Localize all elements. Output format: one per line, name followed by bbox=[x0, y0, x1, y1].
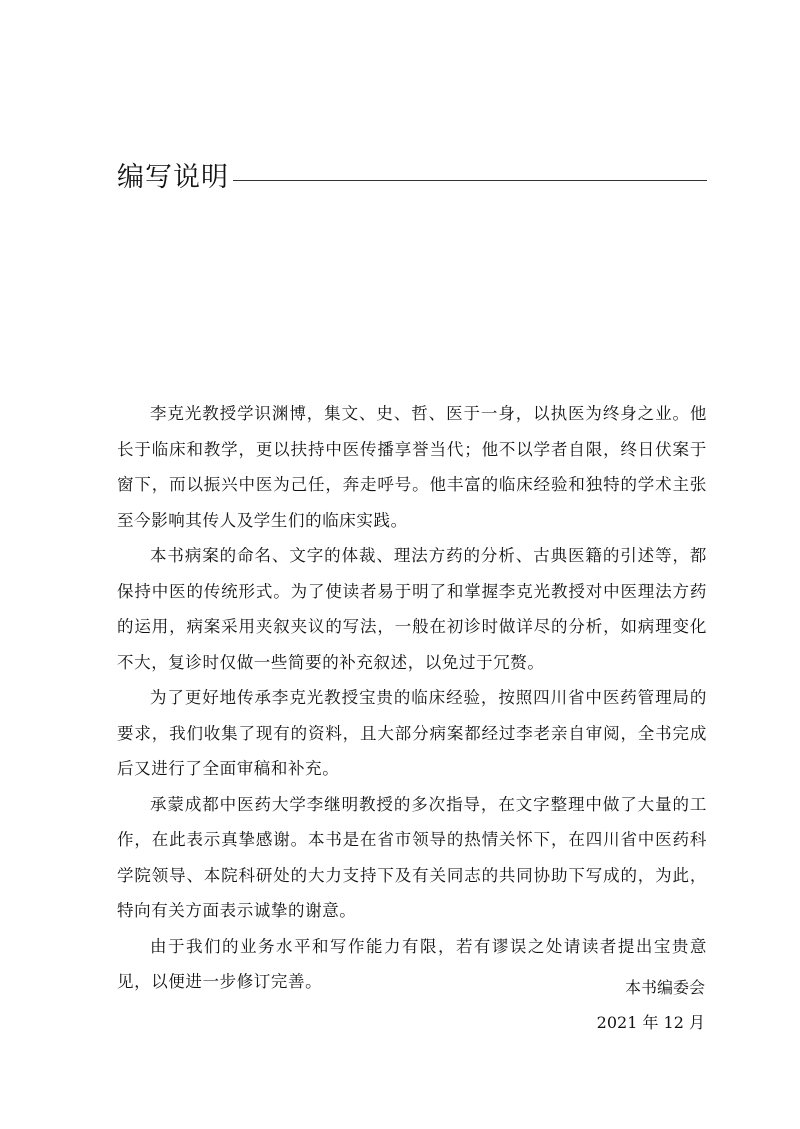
signature-block bbox=[597, 970, 705, 1040]
paragraph-2: 本书病案的命名、文字的体裁、理法方药的分析、古典医籍的引述等，都保持中医的传统形式。为了使读者易于明了和掌握李克光教授对中医理法方药的运用，病案采用夹叙夹议的写法，一般在初诊时做详尽的分析，如病理变化不大，复诊时仅做一些简要的补充叙述，以免过于冗赘。 bbox=[117, 546, 707, 672]
page-header bbox=[117, 160, 707, 196]
paragraph-3: 为了更好地传承李克光教授宝贵的临床经验，按照四川省中医药管理局的要求，我们收集了现有的资料，且大部分病案都经过李老亲自审阅，全书完成后又进行了全面审稿和补充。 bbox=[117, 688, 707, 778]
signature-date: 2021 年 12 月 bbox=[596, 1013, 705, 1032]
paragraph-4: 承蒙成都中医药大学李继明教授的多次指导，在文字整理中做了大量的工作，在此表示真挚感谢。本书是在省市领导的热情关怀下，在四川省中医药科学院领导、本院科研处的大力支持下及有关同志的共同协助下写成的，为此，特向有关方面表示诚挚的谢意。 bbox=[117, 794, 707, 920]
paragraph-1: 李克光教授学识渊博，集文、史、哲、医于一身，以执医为终身之业。他长于临床和教学，更以扶持中医传播享誉当代；他不以学者自限，终日伏案于窗下，而以振兴中医为己任，奔走呼号。他丰富的临床经验和独特的学术主张至今影响其传人及学生们的临床实践。 bbox=[117, 404, 707, 530]
paragraph-5: 由于我们的业务水平和写作能力有限，若有谬误之处请读者提出宝贵意见，以便进一步修订完善。 bbox=[117, 936, 707, 991]
body-text bbox=[117, 396, 707, 1000]
page-title: 编写说明 bbox=[117, 162, 229, 193]
title-rule bbox=[233, 180, 707, 181]
signature-author: 本书编委会 bbox=[624, 978, 705, 997]
